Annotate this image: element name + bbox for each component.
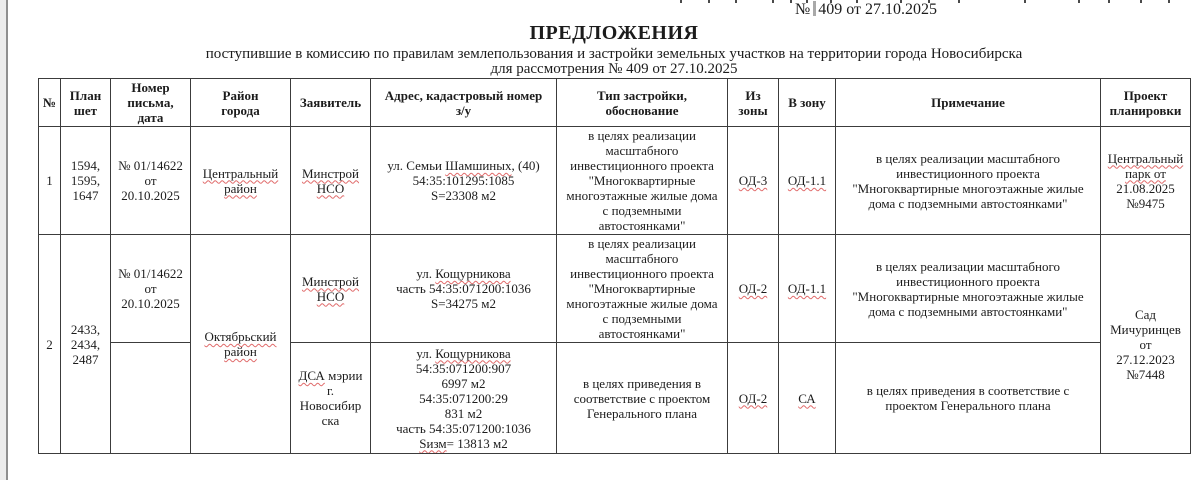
header-address: Адрес, кадастровый номер з/у xyxy=(371,79,557,127)
cell-r2b-type: в целях приведения в соответствие с проектом Генерального плана xyxy=(557,343,728,454)
table-row-1 xyxy=(39,127,1191,235)
clipped-text-fragments xyxy=(0,0,1200,4)
header-type: Тип застройки, обоснование xyxy=(557,79,728,127)
cell-r2a-to-zone: ОД-1.1 xyxy=(779,235,836,343)
cell-r2-sheet: 2433, 2434, 2487 xyxy=(61,235,111,454)
header-num: № xyxy=(39,79,61,127)
cell-r2a-note: в целях реализации масштабного инвестиционного проекта "Многоквартирные многоэтажные жилые дома с подземными автостоянками" xyxy=(836,235,1101,343)
proposals-table xyxy=(38,78,1191,454)
cell-r1-type: в целях реализации масштабного инвестиционного проекта "Многоквартирные многоэтажные жилые дома с подземными автостоянками" xyxy=(557,127,728,235)
doc-number-rest: 409 от 27.10.2025 xyxy=(818,1,938,18)
cell-r2b-applicant: ДСА мэрии г. Новосибир ска xyxy=(291,343,371,454)
header-note: Примечание xyxy=(836,79,1101,127)
table-header-row xyxy=(39,79,1191,127)
cell-r1-sheet: 1594, 1595, 1647 xyxy=(61,127,111,235)
page-left-edge xyxy=(0,0,8,480)
cell-r2a-address: ул. Кощурникова часть 54:35:071200:1036 S=34275 м2 xyxy=(371,235,557,343)
cell-r1-letter: № 01/14622 от 20.10.2025 xyxy=(111,127,191,235)
cell-r2b-to-zone: СА xyxy=(779,343,836,454)
page-subtitle-1: поступившие в комиссию по правилам землепользования и застройки земельных участков на территории города Новосибирска xyxy=(205,46,1023,62)
header-sheet: План шет xyxy=(61,79,111,127)
header-letter: Номер письма, дата xyxy=(111,79,191,127)
cell-r1-applicant: Минстрой НСО xyxy=(291,127,371,235)
header-to-zone: В зону xyxy=(779,79,836,127)
doc-number-line xyxy=(795,1,937,19)
cell-r2a-from-zone: ОД-2 xyxy=(728,235,779,343)
cell-r1-to-zone: ОД-1.1 xyxy=(779,127,836,235)
cell-r1-note: в целях реализации масштабного инвестиционного проекта "Многоквартирные многоэтажные жилые дома с подземными автостоянками" xyxy=(836,127,1101,235)
header-district: Район города xyxy=(191,79,291,127)
header-from-zone: Из зоны xyxy=(728,79,779,127)
cell-r2b-from-zone: ОД-2 xyxy=(728,343,779,454)
cell-r2a-applicant: Минстрой НСО xyxy=(291,235,371,343)
cell-r2-district: Октябрьский район xyxy=(191,235,291,454)
cell-r2b-letter xyxy=(111,343,191,454)
cell-r2b-note: в целях приведения в соответствие с проектом Генерального плана xyxy=(836,343,1101,454)
cell-r1-project: Центральный парк от 21.08.2025 №9475 xyxy=(1101,127,1191,235)
header-applicant: Заявитель xyxy=(291,79,371,127)
page-subtitle-2: для рассмотрения № 409 от 27.10.2025 xyxy=(490,61,738,77)
cell-r2b-address: ул. Кощурникова 54:35:071200:907 6997 м2 54:35:071200:29 831 м2 часть 54:35:071200:1036 Sизм= 13813 м2 xyxy=(371,343,557,454)
page-title: ПРЕДЛОЖЕНИЯ xyxy=(529,22,699,44)
cell-r2a-letter: № 01/14622 от 20.10.2025 xyxy=(111,235,191,343)
cell-r2-num: 2 xyxy=(39,235,61,454)
cell-r1-address: ул. Семьи Шамшиных, (40) 54:35:101295:1085 S=23308 м2 xyxy=(371,127,557,235)
cell-r2-project: Сад Мичуринцев от 27.12.2023 №7448 xyxy=(1101,235,1191,454)
cell-r1-from-zone: ОД-3 xyxy=(728,127,779,235)
num-sign: № xyxy=(795,1,811,18)
cell-r1-num: 1 xyxy=(39,127,61,235)
cell-r2a-type: в целях реализации масштабного инвестиционного проекта "Многоквартирные многоэтажные жилые дома с подземными автостоянками" xyxy=(557,235,728,343)
header-project: Проект планировки xyxy=(1101,79,1191,127)
text-cursor-icon xyxy=(813,1,816,16)
table-row-2a xyxy=(39,235,1191,343)
cell-r1-district: Центральный район xyxy=(191,127,291,235)
